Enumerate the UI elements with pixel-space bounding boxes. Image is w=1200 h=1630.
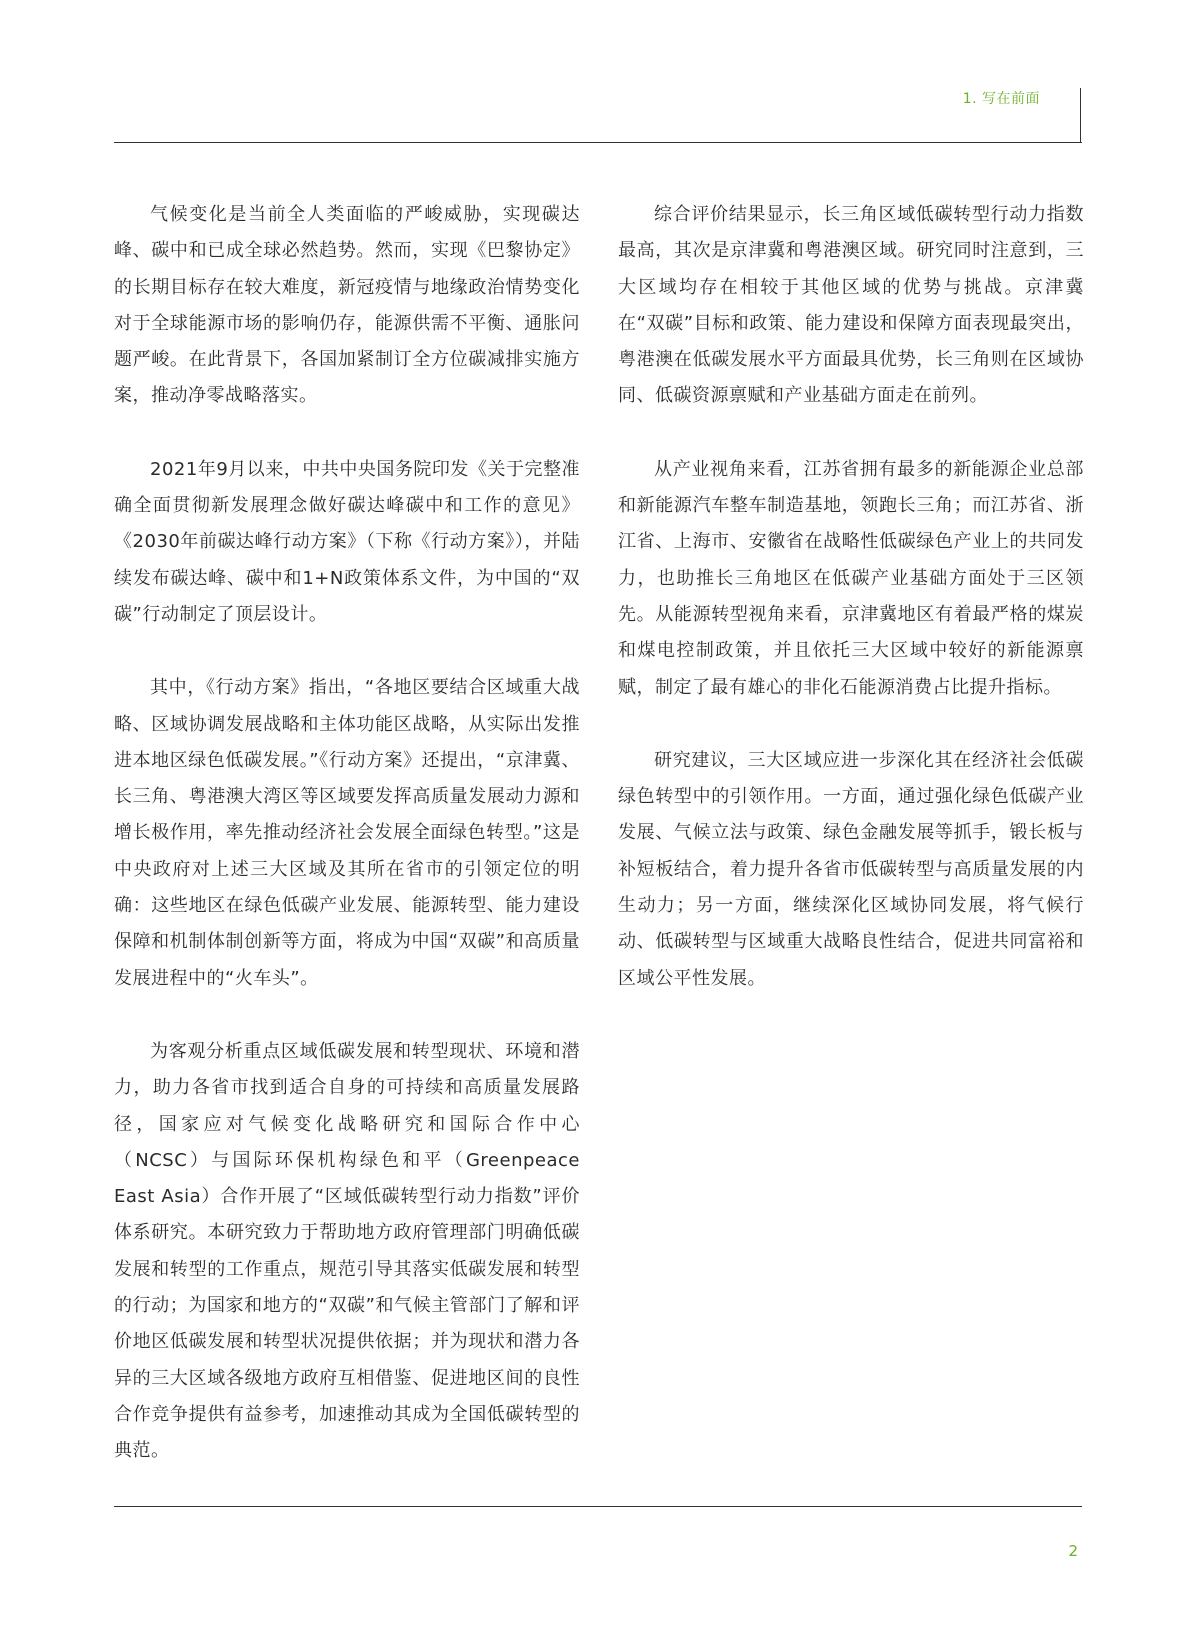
- paragraph: 2021年9月以来，中共中央国务院印发《关于完整准确全面贯彻新发展理念做好碳达峰碳中和工作的意见》《2030年前碳达峰行动方案》（下称《行动方案》），并陆续发布碳达峰、碳中和1+N政策体系文件，为中国的“双碳”行动制定了顶层设计。: [114, 458, 580, 625]
- paragraph: 其中，《行动方案》指出，“各地区要结合区域重大战略、区域协调发展战略和主体功能区战略，从实际出发推进本地区绿色低碳发展。”《行动方案》还提出，“京津冀、长三角、粤港澳大湾区等区域要发挥高质量发展动力源和增长极作用，率先推动经济社会发展全面绿色转型。”这是中央政府对上述三大区域及其所在省市的引领定位的明确：这些地区在绿色低碳产业发展、能源转型、能力建设保障和机制体制创新等方面，将成为中国“双碳”和高质量发展进程中的“火车头”。: [114, 677, 580, 989]
- paragraph: 研究建议，三大区域应进一步深化其在经济社会低碳绿色转型中的引领作用。一方面，通过强化绿色低碳产业发展、气候立法与政策、绿色金融发展等抓手，锻长板与补短板结合，着力提升各省市低碳转型与高质量发展的内生动力；另一方面，继续深化区域协同发展，将气候行动、低碳转型与区域重大战略良性结合，促进共同富裕和区域公平性发展。: [618, 749, 1084, 989]
- header-tick-divider: [1080, 88, 1081, 143]
- page-number: 2: [1068, 1542, 1078, 1560]
- header-divider: [114, 142, 1082, 143]
- paragraph: 从产业视角来看，江苏省拥有最多的新能源企业总部和新能源汽车整车制造基地，领跑长三角；而江苏省、浙江省、上海市、安徽省在战略性低碳绿色产业上的共同发力，也助推长三角地区在低碳产业基础方面处于三区领先。从能源转型视角来看，京津冀地区有着最严格的煤炭和煤电控制政策，并且依托三大区域中较好的新能源禀赋，制定了最有雄心的非化石能源消费占比提升指标。: [618, 458, 1084, 698]
- section-label: 1. 写在前面: [962, 91, 1040, 107]
- paragraph: 综合评价结果显示，长三角区域低碳转型行动力指数最高，其次是京津冀和粤港澳区域。研究同时注意到，三大区域均存在相较于其他区域的优势与挑战。京津冀在“双碳”目标和政策、能力建设和保障方面表现最突出，粤港澳在低碳发展水平方面最具优势，长三角则在区域协同、低碳资源禀赋和产业基础方面走在前列。: [618, 204, 1084, 407]
- paragraph: 气候变化是当前全人类面临的严峻威胁，实现碳达峰、碳中和已成全球必然趋势。然而，实现《巴黎协定》的长期目标存在较大难度，新冠疫情与地缘政治情势变化对于全球能源市场的影响仍存，能源供需不平衡、通胀问题严峻。在此背景下，各国加紧制订全方位碳减排实施方案，推动净零战略落实。: [114, 204, 580, 407]
- footer-divider: [114, 1506, 1082, 1507]
- paragraph: 为客观分析重点区域低碳发展和转型现状、环境和潜力，助力各省市找到适合自身的可持续和高质量发展路径，国家应对气候变化战略研究和国际合作中心（NCSC）与国际环保机构绿色和平（Greenpeace East Asia）合作开展了“区域低碳转型行动力指数”评价体系研究。本研究致力于帮助地方政府管理部门明确低碳发展和转型的工作重点，规范引导其落实低碳发展和转型的行动；为国家和地方的“双碳”和气候主管部门了解和评价地区低碳发展和转型状况提供依据；并为现状和潜力各异的三大区域各级地方政府互相借鉴、促进地区间的良性合作竞争提供有益参考，加速推动其成为全国低碳转型的典范。: [114, 1040, 580, 1462]
- right-column: [618, 197, 1084, 1034]
- left-column: [114, 197, 580, 1507]
